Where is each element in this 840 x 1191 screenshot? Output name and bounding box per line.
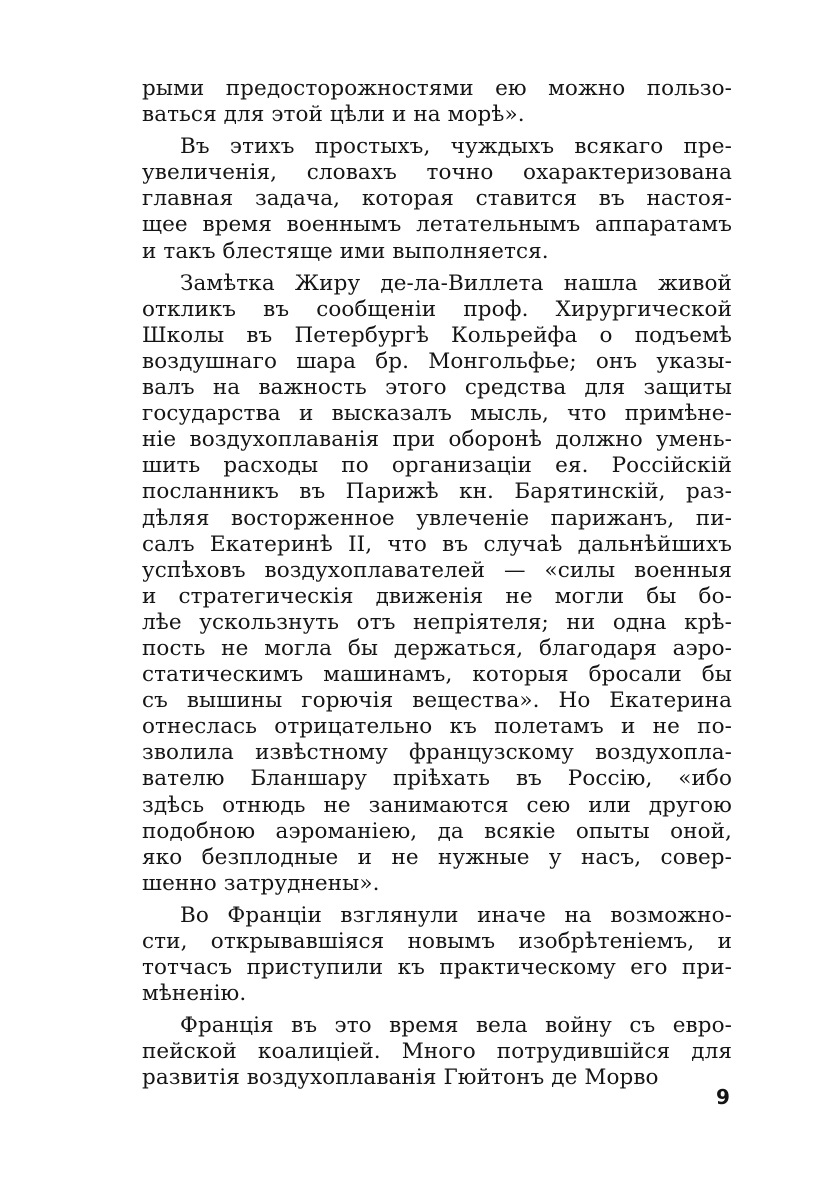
text-line: съ вышины горючія вещества». Но Екатерина bbox=[142, 688, 732, 714]
text-line: развитія воздухоплаванія Гюйтонъ де Морво bbox=[142, 1065, 659, 1091]
text-line: и стратегическія движенія не могли бы бо- bbox=[142, 583, 732, 609]
text-line: шить расходы по организаціи ея. Россійскій bbox=[142, 453, 732, 479]
text-line: подобною аэроманіею, да всякіе опыты оной, bbox=[142, 818, 732, 844]
text-line: зволила извѣстному французскому воздухопла- bbox=[142, 740, 732, 766]
text-line: государства и высказалъ мысль, что примѣне- bbox=[142, 401, 732, 427]
text-line: откликъ въ сообщеніи проф. Хирургической bbox=[142, 296, 732, 322]
text-line: рыми предосторожностями ею можно пользо- bbox=[142, 76, 732, 101]
text-line: посланникъ въ Парижѣ кн. Барятинскій, раз- bbox=[142, 479, 732, 505]
text-line: и такъ блестяще ими выполняется. bbox=[142, 238, 549, 264]
text-line: щее время военнымъ летательнымъ аппаратамъ bbox=[142, 212, 732, 238]
text-line: яко безплодные и не нужные у насъ, совер- bbox=[142, 844, 732, 870]
page-number: 9 bbox=[716, 1085, 730, 1109]
text-line: пость не могла бы держаться, благодаря аэро- bbox=[142, 635, 732, 661]
text-line: шенно затруднены». bbox=[142, 870, 380, 896]
text-line: Франція въ это время вела войну съ евро- bbox=[180, 1013, 732, 1039]
text-line: здѣсь отнюдь не занимаются сею или другою bbox=[142, 792, 732, 818]
text-line: Школы въ Петербургѣ Кольрейфа о подъемѣ bbox=[142, 322, 732, 348]
paragraph bbox=[142, 271, 732, 897]
text-line: салъ Екатеринѣ II, что въ случаѣ дальнѣйшихъ bbox=[142, 531, 732, 557]
text-line: отнеслась отрицательно къ полетамъ и не по- bbox=[142, 714, 732, 740]
paragraph bbox=[142, 1013, 732, 1091]
text-line: дѣляя восторженное увлеченіе парижанъ, пи- bbox=[142, 505, 732, 531]
paragraph bbox=[142, 76, 732, 128]
text-line: мѣненію. bbox=[142, 981, 247, 1007]
text-line: вателю Бланшару пріѣхать въ Россію, «ибо bbox=[142, 766, 732, 792]
text-line: главная задача, которая ставится въ настоя- bbox=[142, 186, 732, 212]
paragraph bbox=[142, 134, 732, 264]
text-line: увеличенія, словахъ точно охарактеризована bbox=[142, 160, 732, 186]
text-line: Во Франціи взглянули иначе на возможно- bbox=[180, 902, 732, 928]
text-line: Замѣтка Жиру де-ла-Виллета нашла живой bbox=[180, 270, 732, 296]
paragraph bbox=[142, 903, 732, 1007]
text-line: статическимъ машинамъ, которыя бросали бы bbox=[142, 662, 732, 688]
text-line: ваться для этой цѣли и на морѣ». bbox=[142, 102, 525, 128]
text-line: пейской коалиціей. Много потрудившійся для bbox=[142, 1039, 732, 1065]
text-line: воздушнаго шара бр. Монгольфье; онъ указы- bbox=[142, 348, 732, 374]
text-line: сти, открывавшіяся новымъ изобрѣтеніемъ, и bbox=[142, 929, 732, 954]
text-line: ніе воздухоплаванія при оборонѣ должно умень- bbox=[142, 427, 732, 453]
text-line: валъ на важность этого средства для защиты bbox=[142, 375, 732, 401]
body-text bbox=[142, 76, 732, 1092]
text-line: Въ этихъ простыхъ, чуждыхъ всякаго пре- bbox=[180, 134, 732, 160]
text-line: успѣховъ воздухоплавателей — «силы военныя bbox=[142, 557, 732, 583]
text-line: тотчасъ приступили къ практическому его при- bbox=[142, 955, 732, 981]
text-line: лѣе ускользнуть отъ непріятеля; ни одна крѣ- bbox=[142, 609, 732, 635]
